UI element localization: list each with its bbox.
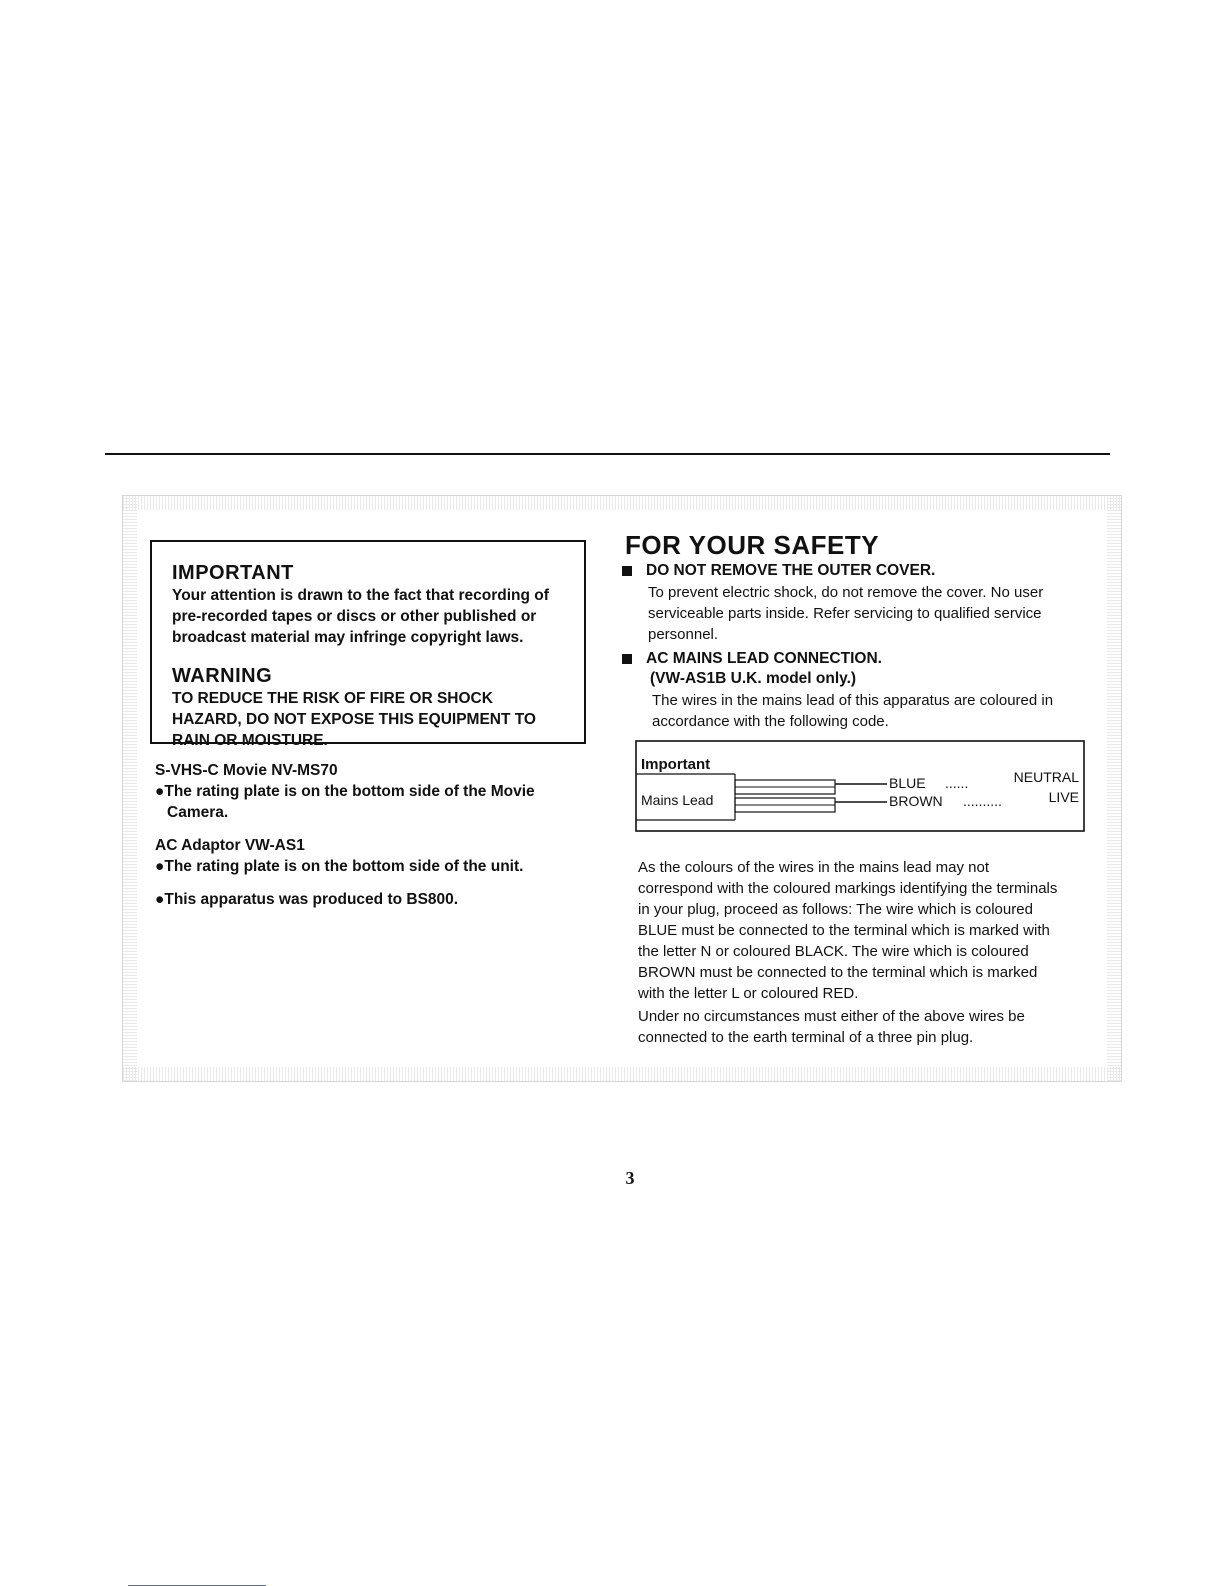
explanation-line: BROWN must be connected to the terminal which is marked [638,964,1038,981]
rating-plate-notes [155,760,595,910]
mains-lead-subheading: (VW-AS1B U.K. model only.) [650,670,857,687]
mains-lead-heading: AC MAINS LEAD CONNECTION. [622,650,882,668]
outer-cover-text [648,582,1078,645]
explanation-line: the letter N or coloured BLACK. The wire which is coloured [638,943,1029,960]
brown-dots: .......... [963,793,1002,809]
important-heading: IMPORTANT [172,562,294,584]
movie-title: S-VHS-C Movie NV-MS70 [155,762,338,779]
adaptor-note: ●The rating plate is on the bottom side of the unit. [155,858,524,875]
explanation-line: connected to the earth terminal of a three pin plug. [638,1029,974,1046]
live-label: LIVE [1048,789,1079,805]
blue-label: BLUE [889,775,926,791]
outer-cover-line: To prevent electric shock, do not remove the cover. No user [648,584,1044,601]
page-number: 3 [625,1168,635,1188]
neutral-label: NEUTRAL [1013,769,1079,785]
movie-note-cont: Camera. [167,804,229,821]
warning-heading: WARNING [172,665,273,687]
warning-line: RAIN OR MOISTURE. [172,732,328,749]
adaptor-title: AC Adaptor VW-AS1 [155,837,305,854]
wiring-explanation [638,857,1078,1050]
wire-code-diagram [635,740,1085,832]
warning-text [172,688,572,751]
movie-note: ●The rating plate is on the bottom side of the Movie [155,783,535,800]
explanation-line: correspond with the coloured markings identifying the terminals [638,880,1058,897]
bullet-square-icon [622,566,632,576]
safety-title: FOR YOUR SAFETY [625,530,880,560]
important-line: pre-recorded tapes or discs or other published or [172,608,537,625]
explanation-line: As the colours of the wires in the mains lead may not [638,859,990,876]
outer-cover-line: serviceable parts inside. Refer servicing to qualified service [648,605,1042,622]
outer-cover-line: personnel. [648,626,719,643]
diagram-important-label: Important [641,756,711,773]
top-rule [105,453,1110,455]
diagram-frame [636,741,1084,831]
mains-lead-line: accordance with the following code. [652,713,889,730]
brown-label: BROWN [889,793,943,809]
explanation-line: BLUE must be connected to the terminal which is marked with [638,922,1050,939]
mains-lead-line: The wires in the mains lead of this apparatus are coloured in [652,692,1054,709]
mains-lead-label: Mains Lead [641,792,714,808]
explanation-line: Under no circumstances must either of the above wires be [638,1008,1025,1025]
important-line: Your attention is drawn to the fact that recording of [172,587,549,604]
bullet-square-icon [622,654,632,664]
important-text [172,585,572,648]
warning-line: HAZARD, DO NOT EXPOSE THIS EQUIPMENT TO [172,711,536,728]
mains-lead-text [652,690,1082,732]
explanation-line: with the letter L or coloured RED. [638,985,859,1002]
explanation-line: in your plug, proceed as follows: The wire which is coloured [638,901,1033,918]
outer-cover-heading: DO NOT REMOVE THE OUTER COVER. [622,562,935,580]
bs-note: ●This apparatus was produced to BS800. [155,891,459,908]
important-line: broadcast material may infringe copyright laws. [172,629,524,646]
warning-line: TO REDUCE THE RISK OF FIRE OR SHOCK [172,690,493,707]
blue-dots: ...... [945,775,969,791]
